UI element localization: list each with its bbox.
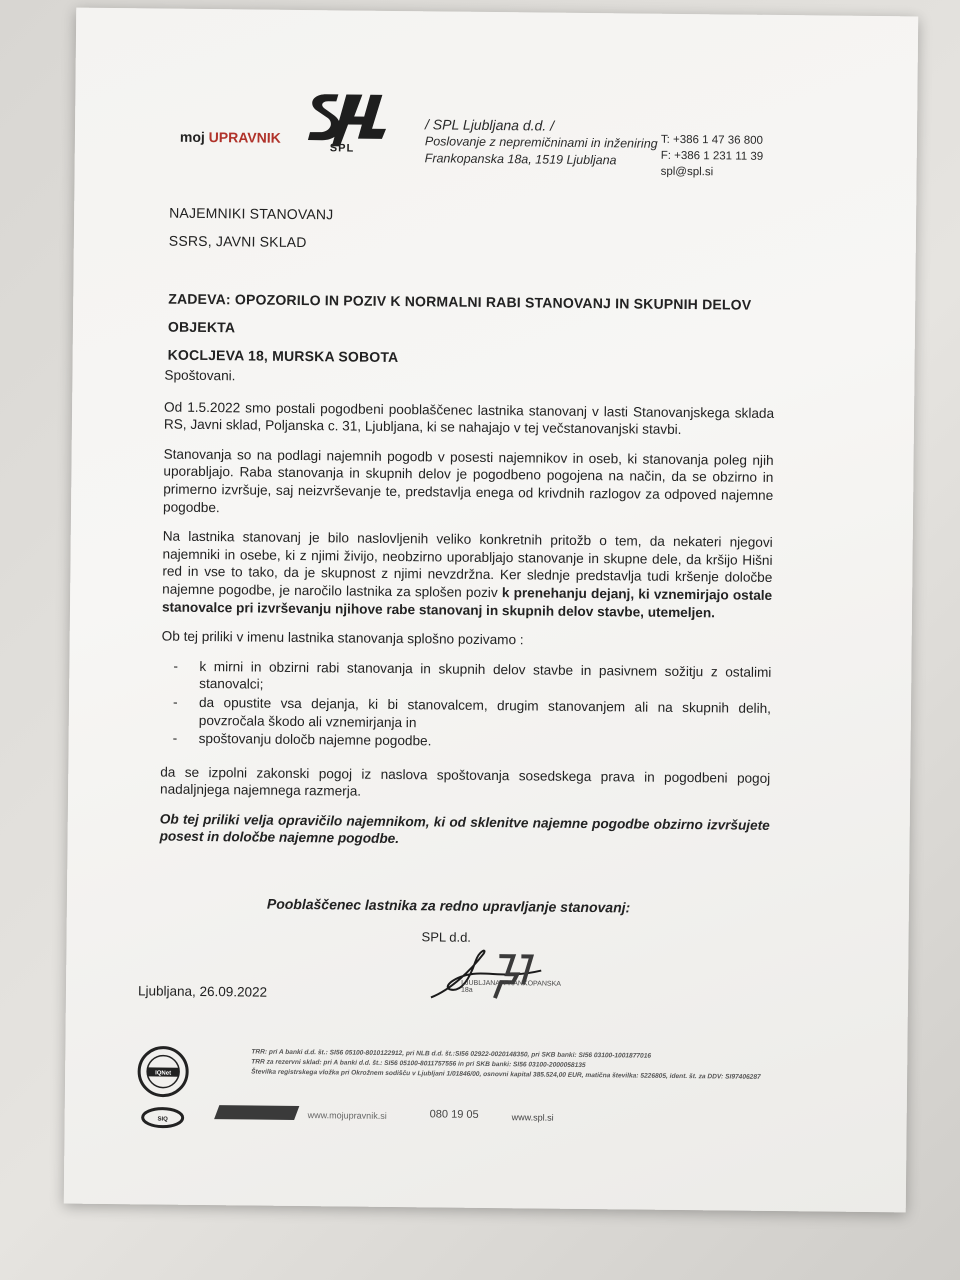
list-item (173, 694, 771, 735)
subject-heading (168, 285, 809, 376)
signatory-company: SPL d.d. (421, 929, 472, 945)
contact-email: spl@spl.si (660, 165, 714, 179)
greeting: Spoštovani. (164, 367, 236, 384)
request-list (161, 657, 772, 753)
authority-line: Pooblaščenec lastnika za redno upravljanje stanovanj: (266, 895, 631, 916)
seal-label-bottom: SIQ (157, 1116, 168, 1123)
letter-content (64, 8, 918, 1213)
list-item-text: spoštovanju določb najemne pogodbe. (198, 731, 432, 749)
paragraph-text: Na lastnika stanovanj je bilo naslovljenih veliko konkretnih pritožb o tem, da nekateri njegovi najemniki in osebe, ki z njimi živijo, neobzirno uporabljajo stanovanje in skupne dele, da kršijo Hišni red in vse to tako, da je skupnost z njimi nevzdržna. Ker slednje predstavlja tudi kršenje določbe najemne pogodbe, je naročilo lastnika za splošen poziv (162, 528, 773, 601)
recipient-line: NAJEMNIKI STANOVANJ (169, 204, 334, 223)
contact-fax: F: +386 1 231 11 39 (660, 149, 764, 163)
paragraph: Stanovanja so na podlagi najemnih pogodb v posesti najemnikov in oseb, ki stanovanja poleg njih uporabljajo. Raba stanovanja in skupnih delov je pogodbeno pogojena na način, da se obzirno in primerno izvršuje, saj neizvrševanje te, predstavlja enega od krivdnih razlogov za odpoved najemne pogodbe. (162, 446, 774, 515)
company-address-block (425, 116, 658, 169)
logo-upravnik: UPRAVNIK (208, 129, 281, 146)
signature-block (421, 929, 572, 1011)
list-item-text: k mirni in obzirni rabi stanovanja in skupnih delov stavbe in pasivnem sožitju z ostalimi stanovalci; (199, 658, 772, 692)
paragraph: da se izpolni zakonski pogoj iz naslova spoštovanja sosedskega prava in pogodbeni pogoj nadaljnjega najemnega razmerja. (160, 764, 771, 799)
letter-body (159, 367, 774, 864)
company-name: / SPL Ljubljana d.d. / (424, 116, 555, 134)
paragraph: Ob tej priliki v imenu lastnika stanovanja splošno pozivamo : (161, 628, 524, 648)
list-dash: - (172, 730, 178, 746)
contact-phone: T: +386 1 47 36 800 (660, 133, 763, 147)
list-dash: - (173, 658, 179, 674)
footer-phone: 080 19 05 (429, 1108, 479, 1121)
footer-website-link[interactable]: www.mojupravnik.si (307, 1110, 387, 1121)
subject-line: ZADEVA: OPOZORILO IN POZIV K NORMALNI RABI STANOVANJ IN SKUPNIH DELOV OBJEKTA (167, 290, 752, 336)
seal-label-top: IQNet (155, 1070, 172, 1077)
list-item (173, 657, 771, 698)
footer-legal-info (251, 1048, 791, 1084)
closing-note: Ob tej priliki velja opravičilo najemnikom, ki od sklenitve najemne pogodbe obzirno izvršujete posest in določbe najemne pogodbe. (159, 811, 770, 847)
footer-reserve-accounts: TRR za rezervni sklad: pri A banki d.d. št.: SI56 05100-8011757556 in pri SKB banki: SI56 03100-2000058135 (251, 1058, 586, 1070)
logo-wordmark: moj UPRAVNIK (179, 128, 281, 146)
paragraph: Od 1.5.2022 smo postali pogodbeni pooblaščenec lastnika stanovanj v lasti Stanovanjskega sklada RS, Javni sklad, Poljanska c. 31, Ljubljana, ki se nahajajo v tej večstanovanjski stavbi. (163, 399, 775, 438)
footer-decorative-bar (214, 1105, 299, 1120)
subject-line: KOCLJEVA 18, MURSKA SOBOTA (167, 346, 399, 366)
list-item-text: da opustite vsa dejanja, ki bi stanovalcem, drugim stanovanjem ali na skupnih delih, povzročala škodo ali vznemirjanja in (198, 694, 772, 730)
contact-block (661, 132, 764, 181)
paragraph-emphasis: k prenehanju dejanj, ki vznemirjajo ostale stanovalce pri izvrševanju njihove rabe stanovanj in skupnih delov stavbe, utemeljen. (161, 585, 773, 620)
logo-spl-text: SPL (329, 142, 355, 155)
company-logo (180, 87, 401, 159)
footer-bank-accounts: TRR: pri A banki d.d. št.: SI56 05100-8010122912, pri NLB d.d. št.:SI56 02922-0020148350, pri SKB banki: SI56 03100-1001877016 (251, 1048, 652, 1060)
letter-page (64, 8, 918, 1213)
recipients-block (169, 199, 334, 257)
company-activity: Poslovanje z nepremičninami in inženiring (424, 134, 658, 151)
handwritten-signature (421, 939, 572, 1011)
footer-website-link[interactable]: www.spl.si (511, 1112, 554, 1123)
list-dash: - (172, 694, 178, 710)
place-and-date: Ljubljana, 26.09.2022 (137, 983, 268, 1000)
footer-registry: Številka registrskega vložka pri Okrožnem sodišču v Ljubljani 1/01846/00, osnovni kapital 385.524,00 EUR, matična številka: 5226805, ident. št. za DDV: SI97406287 (251, 1068, 761, 1081)
spl-logo-icon (302, 88, 393, 149)
certification-seal-icon (132, 1043, 193, 1139)
stamp-text: LJUBLJANA, FRANKOPANSKA 18a (460, 979, 561, 994)
company-address: Frankopanska 18a, 1519 Ljubljana (424, 151, 617, 168)
paragraph (162, 528, 773, 622)
recipient-line: SSRS, JAVNI SKLAD (168, 232, 307, 251)
